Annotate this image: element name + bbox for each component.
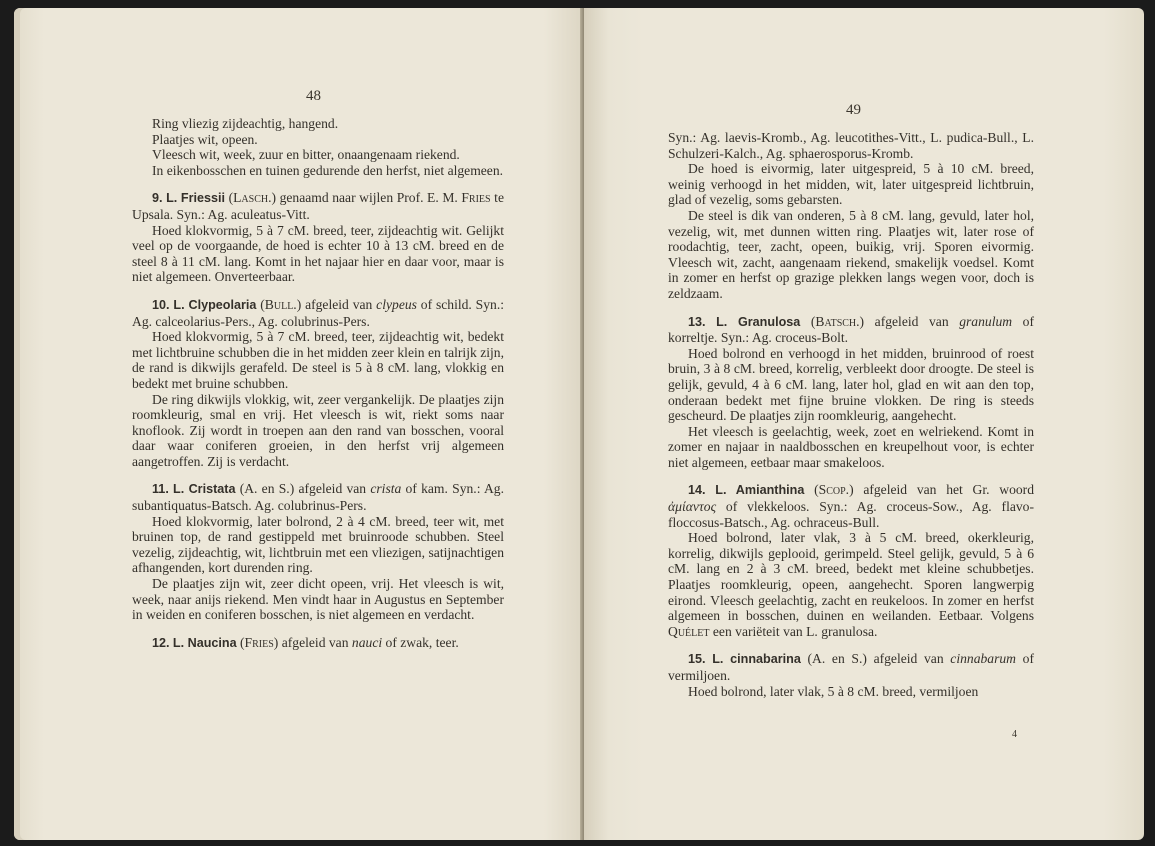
entry-text: of vlekkeloos. Syn.: Ag. croceus-Sow., Ag. flavo-floccosus-Batsch., Ag. ochraceus-Bull.	[668, 499, 1034, 530]
etymology-word: granulum	[959, 313, 1013, 329]
author-name: (Lasch.)	[228, 190, 277, 206]
right-page	[584, 8, 1144, 840]
paragraph: In eikenbosschen en tuinen gedurende den herfst, niet algemeen.	[152, 162, 504, 178]
entry-text: Hoed bolrond, later vlak, 3 à 5 cM. breed, okerkleurig, korrelig, dikwijls geplooid, gerimpeld. Steel gelijk, gevuld, 5 à 6 cM. lang en 2 à 3 cM. breed, bedekt met kleine schubbetjes. Plaatjes roomkleurig, opeen, aangehecht. Sporen langwerpig eirond. Vleesch geelachtig, zacht en reukeloos. In zomer en herfst algemeen in bosschen, duinen en weilanden. Eetbaar. Volgens	[668, 530, 1034, 624]
paragraph: Hoed klokvormig, 5 à 7 cM. breed, teer, zijdeachtig wit. Gelijkt veel op de voorgaande, de hoed is echter 10 à 13 cM. breed en de steel 8 à 11 cM. lang. Komt in het najaar hier en daar voor, maar is niet algemeen. Onverteerbaar.	[132, 222, 504, 285]
page-number-right: 49	[846, 102, 861, 118]
paragraph: De hoed is eivormig, later uitgespreid, 5 à 10 cM. breed, weinig verhoogd in het midden, wit, later uitgespreid lichtbruin, glad of vezelig, soms gebarsten.	[668, 161, 1034, 208]
entry-9	[132, 190, 504, 222]
entry-text: of kam. Syn.: Ag. subantiquatus-Batsch. Ag. colubrinus-Pers.	[132, 481, 504, 514]
author-name: (Bull.)	[260, 296, 302, 312]
species-name: L. Friessii	[166, 191, 226, 206]
etymology-word: cinnabarum	[950, 651, 1016, 667]
paragraph: Hoed bolrond, later vlak, 5 à 8 cM. breed, vermiljoen	[688, 683, 979, 699]
species-name: L. Cristata	[173, 482, 236, 497]
etymology-word: nauci	[351, 634, 383, 650]
paragraph	[668, 530, 1034, 639]
species-name: L. Naucina	[172, 635, 237, 650]
entry-13	[668, 314, 1034, 346]
entry-number: 14.	[688, 483, 706, 498]
entry-11	[132, 481, 504, 513]
species-name: L. Clypeolaria	[173, 297, 257, 312]
entry-text: of korreltje. Syn.: Ag. croceus-Bolt.	[668, 313, 1034, 346]
left-page-text	[132, 116, 504, 651]
entry-number: 13.	[688, 314, 706, 329]
author-name: (Scop.)	[814, 482, 854, 498]
entry-text: te Upsala. Syn.: Ag. aculeatus-Vitt.	[132, 190, 504, 222]
signature-mark: 4	[1012, 729, 1017, 740]
entry-15	[668, 651, 1034, 683]
paragraph: De ring dikwijls vlokkig, wit, zeer vergankelijk. De plaatjes zijn roomkleurig, smal en vrij. Het vleesch is wit, riekt soms naar knoflook. Zij wordt in troepen aan den rand van bosschen, vooral daar waar coniferen groeien, in den herfst vrij algemeen aangetroffen. Zij is verdacht.	[132, 391, 504, 469]
paragraph: Ring vliezig zijdeachtig, hangend.	[152, 116, 339, 131]
entry-number: 9.	[152, 191, 163, 206]
entry-text: afgeleid van het Gr. woord	[853, 482, 1034, 498]
paragraph: De plaatjes zijn wit, zeer dicht opeen, vrij. Het vleesch is wit, week, naar anijs riekend. Men vindt haar in Augustus en September in weiden en coniferen bosschen, is niet algemeen en verdacht.	[132, 576, 504, 623]
paragraph: De steel is dik van onderen, 5 à 8 cM. lang, gevuld, later hol, vezelig, wit, met dunnen witten ring. Plaatjes wit, later rose of roodachtig, teer, zacht, opeen, buikig, vrij. Sporen eivormig. Vleesch wit, zacht, aangenaam riekend, smakelijk voedsel. Komt in zomer en herfst op grazige plekken langs wegen voor, doch is zeldzaam.	[668, 207, 1034, 301]
person-name: Quélet	[668, 623, 710, 639]
paragraph: Het vleesch is geelachtig, week, zoet en welriekend. Komt in zomer en najaar in naaldbosschen en kreupelhout voor, is echter niet algemeen, eetbaar maar smakeloos.	[668, 423, 1034, 470]
entry-text: een variëteit van L. granulosa.	[709, 623, 878, 639]
entry-text: of schild. Syn.: Ag. calceolarius-Pers., Ag. colubrinus-Pers.	[132, 296, 504, 329]
entry-14	[668, 482, 1034, 530]
entry-text: afgeleid van	[278, 634, 352, 650]
left-page	[14, 8, 584, 840]
etymology-word: crista	[370, 481, 402, 497]
paragraph: Hoed klokvormig, 5 à 7 cM. breed, teer, zijdeachtig wit, bedekt met lichtbruine schubben die in het midden zeer klein en talrijk zijn, de rand is dikwijls gerafeld. De steel is 5 à 8 cM. lang, vlokkig en bedekt met bruine schubben.	[132, 329, 504, 391]
page-number-left: 48	[306, 88, 321, 104]
greek-word: ἀμίαντος	[668, 499, 717, 515]
author-name: (A. en S.)	[239, 481, 295, 497]
right-page-text	[668, 130, 1034, 699]
species-name: L. cinnabarina	[712, 652, 801, 667]
entry-12	[132, 635, 504, 652]
entry-text: of vermiljoen.	[668, 651, 1034, 683]
entry-text: afgeleid van	[294, 481, 371, 497]
entry-number: 11.	[152, 482, 169, 497]
paragraph: Plaatjes wit, opeen.	[152, 131, 258, 147]
entry-text: afgeleid van	[301, 296, 377, 312]
paragraph: Vleesch wit, week, zuur en bitter, onaangenaam riekend.	[152, 147, 460, 163]
entry-number: 10.	[152, 297, 170, 312]
entry-text: genaamd naar wijlen Prof. E. M.	[276, 190, 462, 206]
species-name: L. Granulosa	[716, 314, 801, 329]
paragraph: Hoed bolrond en verhoogd in het midden, bruinrood of roest bruin, 3 à 8 cM. breed, korrelig, verbleekt door droogte. De steel is gelijk, gevuld, 4 à 6 cM. lang, later hol, glad en wit aan den top, onderaan bedekt met fijne bruine vlokken. De ring is steeds gescheurd. De plaatjes zijn roomkleurig, aangehecht.	[668, 345, 1034, 424]
etymology-word: clypeus	[376, 296, 417, 312]
paragraph: Hoed klokvormig, later bolrond, 2 à 4 cM. breed, teer wit, met bruinen top, de rand gestippeld met bruinroode schubben. Steel vezelig, zijdeachtig, wit, lichtbruin met een vliezigen, satijnachtigen afhangenden, kort durenden ring.	[132, 513, 504, 576]
person-name: Fries	[461, 190, 491, 206]
author-name: (A. en S.)	[807, 651, 867, 667]
entry-text: afgeleid van	[866, 651, 951, 667]
entry-number: 15.	[688, 652, 706, 667]
entry-number: 12.	[152, 635, 170, 650]
paragraph: Syn.: Ag. laevis-Kromb., Ag. leucotithes-Vitt., L. pudica-Bull., L. Schulzeri-Kalch., Ag. sphaerosporus-Kromb.	[668, 130, 1034, 161]
species-name: L. Amianthina	[715, 483, 805, 498]
author-name: (Fries)	[240, 634, 279, 650]
entry-10	[132, 297, 504, 329]
author-name: (Batsch.)	[810, 313, 865, 329]
entry-text: of zwak, teer.	[382, 634, 459, 650]
entry-text: afgeleid van	[864, 313, 960, 329]
